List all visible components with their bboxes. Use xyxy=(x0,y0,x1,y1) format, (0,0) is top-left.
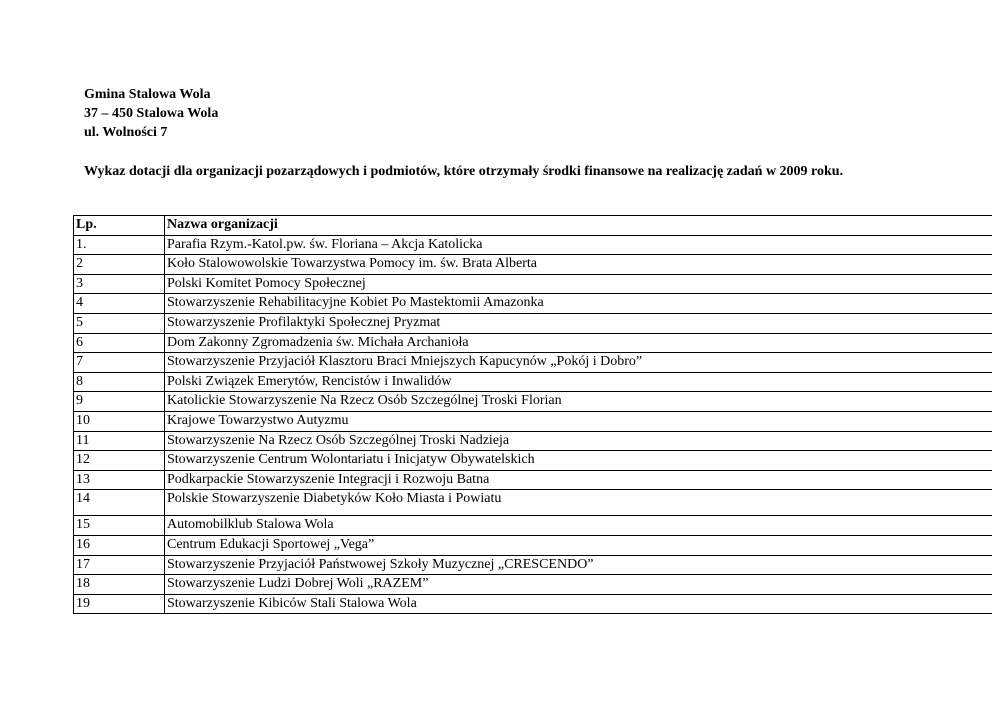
row-number: 7 xyxy=(74,353,165,373)
organization-name: Parafia Rzym.-Katol.pw. św. Floriana – Akcja Katolicka xyxy=(165,235,992,255)
table-row xyxy=(74,431,992,451)
address-block xyxy=(84,85,218,142)
table-row xyxy=(74,470,992,490)
organization-name: Stowarzyszenie Profilaktyki Społecznej Pryzmat xyxy=(165,313,992,333)
row-number: 13 xyxy=(74,470,165,490)
row-number: 11 xyxy=(74,431,165,451)
table-row xyxy=(74,372,992,392)
table-row xyxy=(74,535,992,555)
organizations-table xyxy=(73,215,992,614)
row-number: 9 xyxy=(74,392,165,412)
row-number: 12 xyxy=(74,451,165,471)
table-row xyxy=(74,516,992,536)
table-row xyxy=(74,294,992,314)
organization-name: Stowarzyszenie Na Rzecz Osób Szczególnej Troski Nadzieja xyxy=(165,431,992,451)
document-title: Wykaz dotacji dla organizacji pozarządowych i podmiotów, które otrzymały środki finansowe na realizację zadań w 2009 roku. xyxy=(84,164,844,179)
organization-name: Stowarzyszenie Rehabilitacyjne Kobiet Po Mastektomii Amazonka xyxy=(165,294,992,314)
row-number: 3 xyxy=(74,274,165,294)
table-row xyxy=(74,392,992,412)
row-number: 10 xyxy=(74,411,165,431)
row-number: 1. xyxy=(74,235,165,255)
organization-name: Podkarpackie Stowarzyszenie Integracji i Rozwoju Batna xyxy=(165,470,992,490)
postal-code-city: 37 – 450 Stalowa Wola xyxy=(84,106,219,121)
row-number: 4 xyxy=(74,294,165,314)
table-row xyxy=(74,353,992,373)
organization-name: Stowarzyszenie Centrum Wolontariatu i Inicjatyw Obywatelskich xyxy=(165,451,992,471)
organization-name: Krajowe Towarzystwo Autyzmu xyxy=(165,411,992,431)
row-number: 15 xyxy=(74,516,165,536)
table-row xyxy=(74,255,992,275)
organization-name: Stowarzyszenie Kibiców Stali Stalowa Wola xyxy=(165,594,992,614)
organization-name: Automobilklub Stalowa Wola xyxy=(165,516,992,536)
organization-name: Stowarzyszenie Przyjaciół Klasztoru Braci Mniejszych Kapucynów „Pokój i Dobro” xyxy=(165,353,992,373)
table-row xyxy=(74,313,992,333)
row-number: 2 xyxy=(74,255,165,275)
row-number: 17 xyxy=(74,555,165,575)
row-number: 6 xyxy=(74,333,165,353)
organization-name: Polskie Stowarzyszenie Diabetyków Koło Miasta i Powiatu xyxy=(165,490,992,516)
table-row xyxy=(74,451,992,471)
table-row xyxy=(74,411,992,431)
street-address: ul. Wolności 7 xyxy=(84,125,168,140)
organization-name: Stowarzyszenie Ludzi Dobrej Woli „RAZEM” xyxy=(165,575,992,595)
row-number: 14 xyxy=(74,490,165,516)
column-header-name: Nazwa organizacji xyxy=(165,216,992,236)
table-row xyxy=(74,575,992,595)
organization-name: Polski Komitet Pomocy Społecznej xyxy=(165,274,992,294)
organization-name: Koło Stalowowolskie Towarzystwa Pomocy im. św. Brata Alberta xyxy=(165,255,992,275)
organization-name: Stowarzyszenie Przyjaciół Państwowej Szkoły Muzycznej „CRESCENDO” xyxy=(165,555,992,575)
organization-name: Polski Związek Emerytów, Rencistów i Inwalidów xyxy=(165,372,992,392)
table-row xyxy=(74,555,992,575)
table-row xyxy=(74,594,992,614)
municipality-name: Gmina Stalowa Wola xyxy=(84,87,211,102)
table-row xyxy=(74,333,992,353)
table-header-row xyxy=(74,216,992,236)
table-row xyxy=(74,274,992,294)
table-row xyxy=(74,235,992,255)
organization-name: Centrum Edukacji Sportowej „Vega” xyxy=(165,535,992,555)
row-number: 18 xyxy=(74,575,165,595)
organization-name: Katolickie Stowarzyszenie Na Rzecz Osób Szczególnej Troski Florian xyxy=(165,392,992,412)
table-row xyxy=(74,490,992,516)
row-number: 16 xyxy=(74,535,165,555)
organization-name: Dom Zakonny Zgromadzenia św. Michała Archanioła xyxy=(165,333,992,353)
row-number: 5 xyxy=(74,313,165,333)
column-header-lp: Lp. xyxy=(74,216,165,236)
row-number: 19 xyxy=(74,594,165,614)
row-number: 8 xyxy=(74,372,165,392)
